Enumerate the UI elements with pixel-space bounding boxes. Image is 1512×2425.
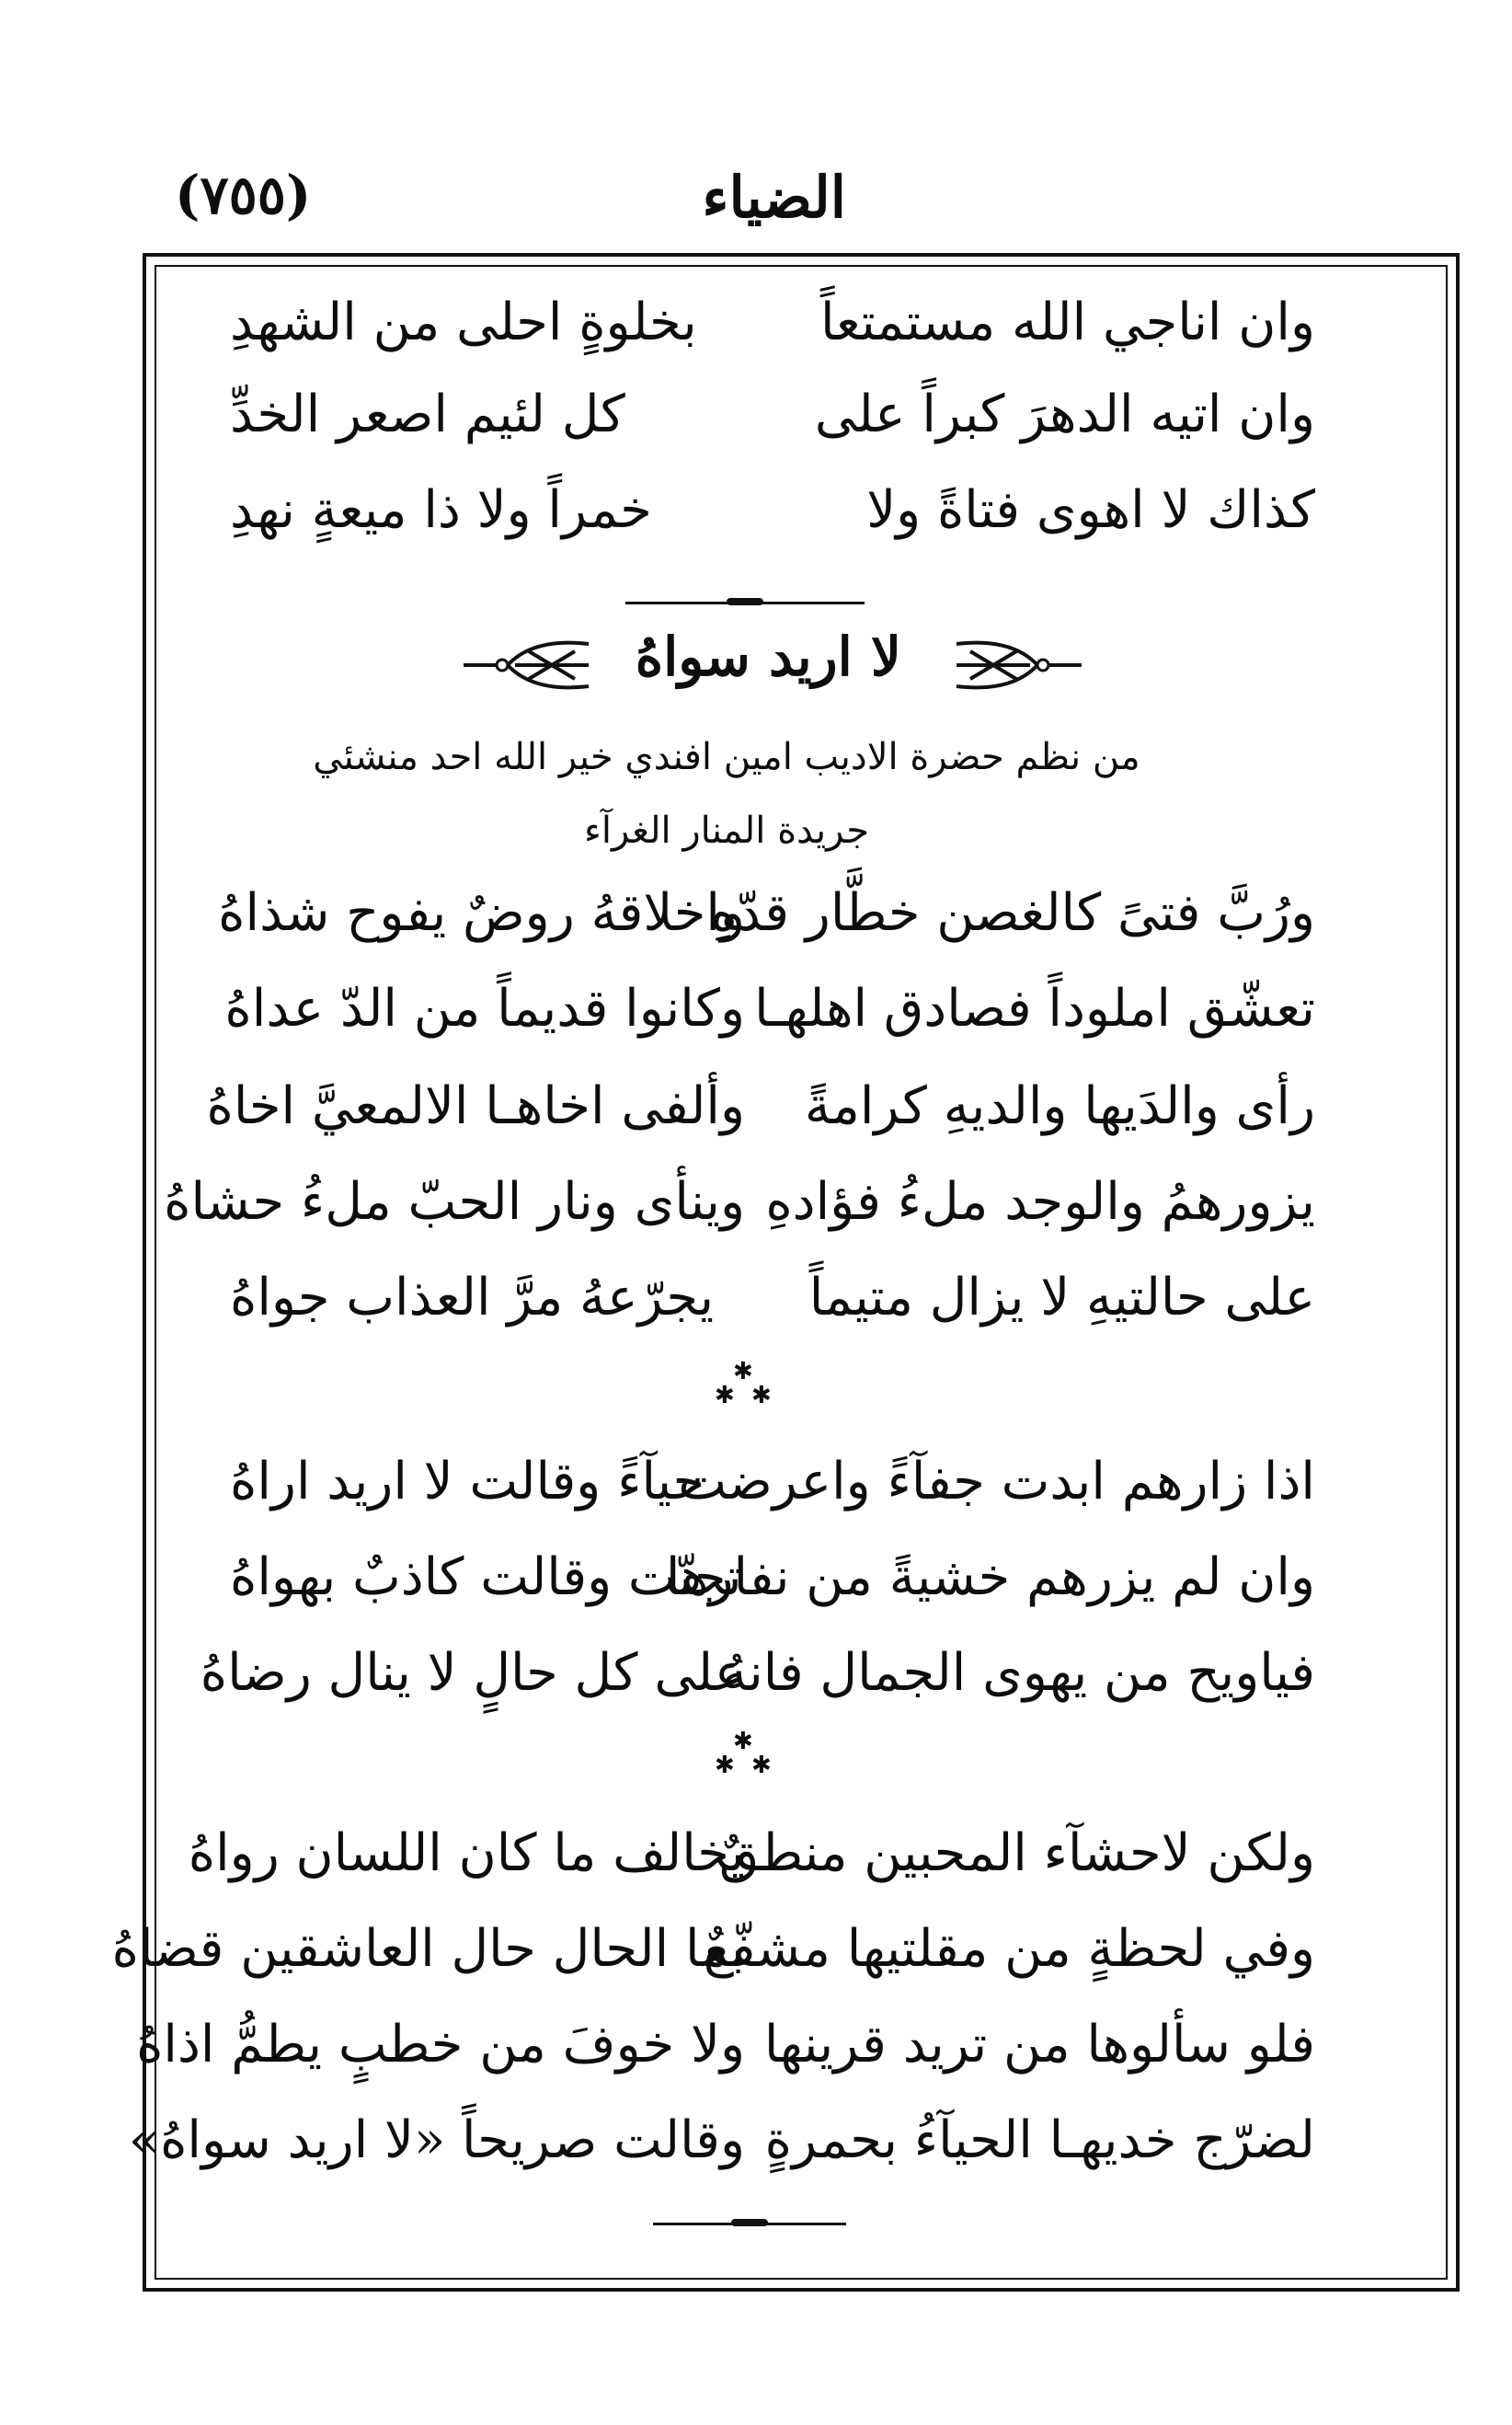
star-icon: ✱: [751, 1382, 772, 1409]
hemistich-first: فلو سألوها من تريد قرينها: [763, 2015, 1315, 2074]
verse-line: [200, 1643, 1315, 1726]
verse-line: [218, 883, 1315, 966]
hemistich-second: وكانوا قديماً من الدّ عداهُ: [224, 979, 745, 1039]
hemistich-second: على كل حالٍ لا ينال رضاهُ: [200, 1643, 745, 1703]
hemistich-first: كذاك لا اهوى فتاةً ولا: [866, 480, 1315, 540]
poem-attribution: من نظم حضرة الاديب امين افندي خير الله احد منشئي: [313, 736, 1140, 778]
star-icon: ✱: [715, 1382, 735, 1409]
hemistich-second: وينأى ونار الحبّ ملءُ حشاهُ: [164, 1172, 745, 1232]
hemistich-first: اذا زارهم ابدت جفآءً واعرضت: [678, 1452, 1315, 1511]
poem-heading: [460, 626, 1085, 718]
hemistich-second: وقالت صريحاً «لا اريد سواهُ»: [128, 2110, 745, 2170]
verse-line: [111, 1919, 1315, 2002]
hemistich-second: حيآءً وقالت لا اريد اراهُ: [230, 1452, 705, 1511]
star-icon: ✱: [733, 1358, 753, 1385]
hemistich-second: ولا خوفَ من خطبٍ يطمُّ اذاهُ: [136, 2015, 745, 2074]
verse-line: [230, 480, 1315, 563]
stanza-divider-stars: [713, 1360, 777, 1415]
separator-ornament: [727, 598, 763, 605]
verse-line: [136, 2015, 1315, 2097]
page-number: (٧٥٥): [175, 164, 312, 226]
hemistich-first: وان اتيه الدهرَ كبراً على: [814, 385, 1315, 444]
hemistich-second: بما الحال حال العاشقين قضاهُ: [111, 1919, 745, 1979]
hemistich-first: لضرّج خديهـا الحيآءُ بحمرةٍ: [764, 2110, 1315, 2170]
hemistich-first: رأى والدَيها والديهِ كرامةً: [804, 1076, 1315, 1136]
verse-line: [230, 1268, 1315, 1350]
verse-line: [206, 1076, 1315, 1159]
title-ornament-left: [460, 633, 598, 697]
star-icon: ✱: [733, 1728, 753, 1755]
hemistich-first: فياويح من يهوى الجمال فانهُ: [721, 1643, 1315, 1703]
poem-source: جريدة المنار الغرآء: [584, 810, 869, 852]
hemistich-first: وفي لحظةٍ من مقلتيها مشفّعٌ: [703, 1919, 1315, 1979]
verse-line: [224, 979, 1315, 1062]
stanza-divider-stars: [713, 1730, 777, 1785]
hemistich-second: يجرّعهُ مرَّ العذاب جواهُ: [230, 1268, 715, 1327]
hemistich-first: تعشّق املوداً فصادق اهلهـا: [754, 979, 1315, 1039]
verse-line: [230, 1547, 1315, 1630]
hemistich-second: خمراً ولا ذا ميعةٍ نهدِ: [230, 480, 652, 540]
hemistich-second: وألفى اخاهـا الالمعيَّ اخاهُ: [206, 1076, 745, 1136]
star-icon: ✱: [751, 1752, 772, 1779]
verse-line: [128, 2110, 1315, 2193]
hemistich-second: كل لئيم اصعر الخدِّ: [230, 385, 625, 444]
poem-title: لا اريد سواهُ: [635, 626, 901, 688]
hemistich-second: واخلاقهُ روضٌ يفوح شذاهُ: [218, 883, 745, 943]
verse-line: [230, 1452, 1315, 1534]
page-header: [175, 164, 1361, 247]
title-ornament-right: [947, 633, 1085, 697]
hemistich-second: يخالف ما كان اللسان رواهُ: [188, 1823, 745, 1883]
hemistich-first: وان لم يزرهم خشيةً من نفارها: [665, 1547, 1315, 1607]
hemistich-first: وان اناجي الله مستمتعاً: [819, 293, 1315, 352]
hemistich-first: على حالتيهِ لا يزال متيماً: [808, 1268, 1315, 1327]
running-title: الضياء: [702, 164, 846, 231]
hemistich-second: بخلوةٍ احلى من الشهدِ: [230, 293, 697, 352]
verse-line: [230, 385, 1315, 467]
verse-line: [230, 293, 1315, 375]
verse-line: [188, 1823, 1315, 1906]
hemistich-first: ولكن لاحشآء المحبين منطقٌ: [718, 1823, 1315, 1883]
star-icon: ✱: [715, 1752, 735, 1779]
verse-line: [164, 1172, 1315, 1255]
hemistich-second: تجنّت وقالت كاذبٌ بهواهُ: [230, 1547, 742, 1607]
hemistich-first: ورُبَّ فتىً كالغصن خطَّار قدّهِ: [710, 883, 1315, 943]
hemistich-first: يزورهمُ والوجد ملءُ فؤادهِ: [765, 1172, 1315, 1232]
separator-ornament: [731, 2219, 768, 2226]
